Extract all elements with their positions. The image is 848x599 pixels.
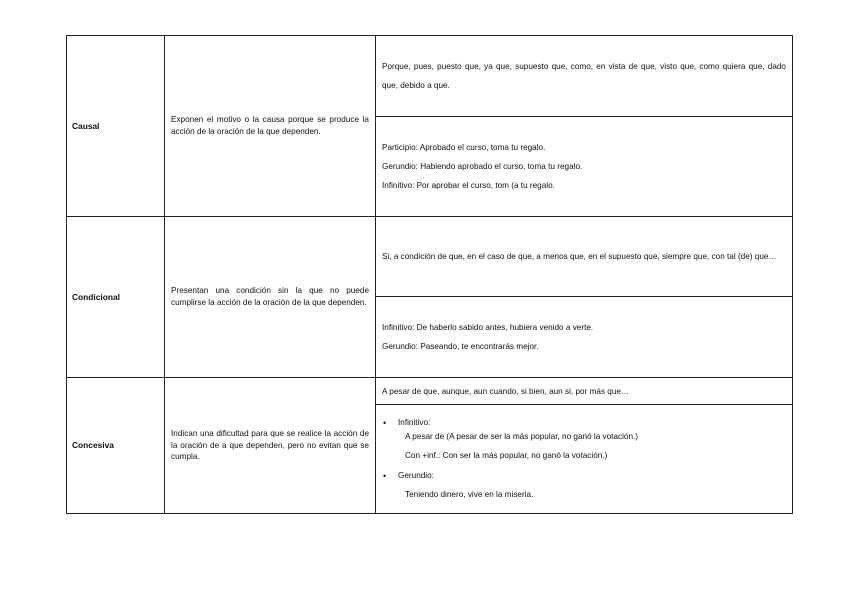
examples-list — [382, 416, 786, 502]
table-row — [67, 36, 793, 117]
connectors-text: A pesar de que, aunque, aun cuando, si bien, aun si, por más que… — [382, 386, 630, 396]
example-line: Infinitivo: Por aprobar el curso, tom (a tu regalo. — [382, 181, 555, 190]
examples-cell-causal — [376, 117, 793, 217]
connectors-text: Porque, pues, puesto que, ya que, supuesto que, como, en vista de que, visto que, como quiera que, dado que, debido a que. — [382, 62, 786, 90]
example-line: A pesar de (A pesar de ser la más popular, no ganó la votación.) — [405, 432, 639, 441]
connectors-cell-causal — [376, 36, 793, 117]
description-cell-condicional: Presentan una condición sin la que no puede cumplirse la acción de la oración de la que dependen. — [165, 217, 376, 378]
type-cell-condicional: Condicional — [67, 217, 165, 378]
list-item — [382, 469, 786, 502]
example-line: Participio: Aprobado el curso, toma tu regalo. — [382, 143, 546, 152]
table-row — [67, 217, 793, 297]
example-line: Infinitivo: De haberlo sabido antes, hubiera venido a verte. — [382, 323, 594, 332]
infinitivo-label: Infinitivo: — [398, 418, 431, 427]
table-row — [67, 378, 793, 405]
bullet-icon: • — [383, 418, 387, 428]
type-cell-causal: Causal — [67, 36, 165, 217]
examples-cell-condicional — [376, 297, 793, 378]
bullet-icon: • — [383, 471, 387, 481]
connectors-cell-concesiva — [376, 378, 793, 405]
subordinate-clauses-table — [66, 35, 793, 514]
type-cell-concesiva: Concesiva — [67, 378, 165, 514]
connectors-text: Si, a condición de que, en el caso de que, a menos que, en el supuesto que, siempre que, con tal (de) que… — [382, 252, 777, 261]
example-line: Gerundio: Paseando, te encontrarás mejor. — [382, 342, 539, 351]
description-cell-concesiva: Indican una dificultad para que se realice la acción de la oración de a que dependen, pero no evitan que se cumpla. — [165, 378, 376, 514]
gerundio-label: Gerundio: — [398, 471, 434, 480]
example-line: Con +inf.: Con ser la más popular, no ganó la votación.) — [405, 451, 608, 460]
connectors-cell-condicional — [376, 217, 793, 297]
description-cell-causal: Exponen el motivo o la causa porque se produce la acción de la oración de la que dependen. — [165, 36, 376, 217]
list-item — [382, 416, 786, 463]
examples-cell-concesiva — [376, 405, 793, 514]
example-line: Teniendo dinero, vive en la miseria. — [405, 490, 534, 499]
example-line: Gerundio: Habiendo aprobado el curso, toma tu regalo. — [382, 162, 583, 171]
